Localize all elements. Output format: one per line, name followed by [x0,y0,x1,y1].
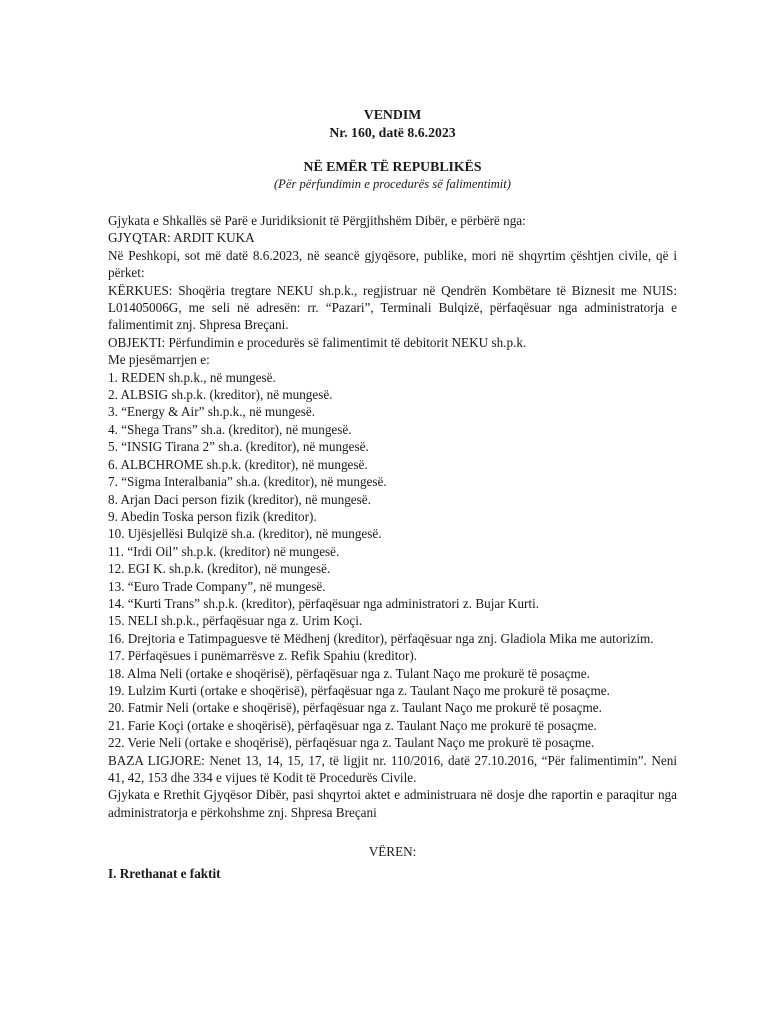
list-item: 19. Lulzim Kurti (ortake e shoqërisë), përfaqësuar nga z. Taulant Naço me prokurë të posaçme. [108,682,610,698]
list-item: 7. “Sigma Interalbania” sh.a. (kreditor), në mungesë. [108,474,387,490]
participants-list [108,369,677,752]
document-body [108,106,677,882]
list-item: 12. EGI K. sh.p.k. (kreditor), në mungesë. [108,561,331,577]
list-item: 13. “Euro Trade Company”, në mungesë. [108,578,326,594]
list-item: 10. Ujësjellësi Bulqizë sh.a. (kreditor), në mungesë. [108,526,382,542]
legal-basis-paragraph: BAZA LIGJORE: Nenet 13, 14, 15, 17, të ligjit nr. 110/2016, datë 27.10.2016, “Për falimentimin”. Neni 41, 42, 153 dhe 334 e vijues të Kodit të Procedurës Civile. [108,752,677,785]
list-item: 5. “INSIG Tirana 2” sh.a. (kreditor), në mungesë. [108,439,369,455]
object-paragraph: OBJEKTI: Përfundimin e procedurës së falimentimit të debitorit NEKU sh.p.k. [108,334,527,350]
list-item: 3. “Energy & Air” sh.p.k., në mungesë. [108,404,316,420]
list-item: 20. Fatmir Neli (ortake e shoqërisë), përfaqësuar nga z. Taulant Naço me prokurë të posaçme. [108,700,602,716]
court-composition: Gjykata e Shkallës së Parë e Juridiksionit të Përgjithshëm Dibër, e përbërë nga: [108,213,526,228]
list-item: 4. “Shega Trans” sh.a. (kreditor), në mungesë. [108,421,352,437]
republic-heading: NË EMËR TË REPUBLIKËS [303,159,482,174]
section-heading: I. Rrethanat e faktit [108,865,221,881]
list-item: 14. “Kurti Trans” sh.p.k. (kreditor), përfaqësuar nga administratori z. Bujar Kurti. [108,595,540,611]
decision-subject: (Për përfundimin e procedurës së falimentimit) [273,177,512,191]
list-item: 21. Farie Koçi (ortake e shoqërisë), përfaqësuar nga z. Taulant Naço me prokurë të posaçme. [108,717,597,733]
claimant-paragraph: KËRKUES: Shoqëria tregtare NEKU sh.p.k., regjistruar në Qendrën Kombëtare të Biznesit me NUIS: L01405006G, me seli në adresën: rr. “Pazari”, Terminali Bulqizë, përfaqësuar nga administratorja e falimentimit znj. Shpresa Breçani. [108,282,677,333]
participation-label: Me pjesëmarrjen e: [108,352,210,368]
session-paragraph: Në Peshkopi, sot më datë 8.6.2023, në seancë gjyqësore, publike, mori në shqyrtim çështjen civile, që i përket: [108,247,677,281]
findings-label: VËREN: [368,844,417,860]
list-item: 1. REDEN sh.p.k., në mungesë. [108,369,276,385]
list-item: 17. Përfaqësues i punëmarrësve z. Refik Spahiu (kreditor). [108,648,418,664]
decision-number: Nr. 160, datë 8.6.2023 [329,125,456,140]
list-item: 8. Arjan Daci person fizik (kreditor), në mungesë. [108,491,371,507]
document-title: VENDIM [363,107,422,122]
list-item: 6. ALBCHROME sh.p.k. (kreditor), në mungesë. [108,456,368,472]
list-item: 22. Verie Neli (ortake e shoqërisë), përfaqësuar nga z. Taulant Naço me prokurë të posaçme. [108,735,595,751]
court-review-paragraph: Gjykata e Rrethit Gjyqësor Dibër, pasi shqyrtoi aktet e administruara në dosje dhe raportin e paraqitur nga administratorja e përkohshme znj. Shpresa Breçani [108,787,677,820]
list-item: 18. Alma Neli (ortake e shoqërisë), përfaqësuar nga z. Tulant Naço me prokurë të posaçme. [108,665,590,681]
list-item: 2. ALBSIG sh.p.k. (kreditor), në mungesë. [108,387,333,403]
list-item: 11. “Irdi Oil” sh.p.k. (kreditor) në mungesë. [108,543,340,559]
list-item: 9. Abedin Toska person fizik (kreditor). [108,508,317,524]
judge-name: GJYQTAR: ARDIT KUKA [108,230,255,246]
list-item: 15. NELI sh.p.k., përfaqësuar nga z. Urim Koçi. [108,613,363,629]
list-item: 16. Drejtoria e Tatimpaguesve të Mëdhenj (kreditor), përfaqësuar nga znj. Gladiola Mika me autorizim. [108,630,654,646]
